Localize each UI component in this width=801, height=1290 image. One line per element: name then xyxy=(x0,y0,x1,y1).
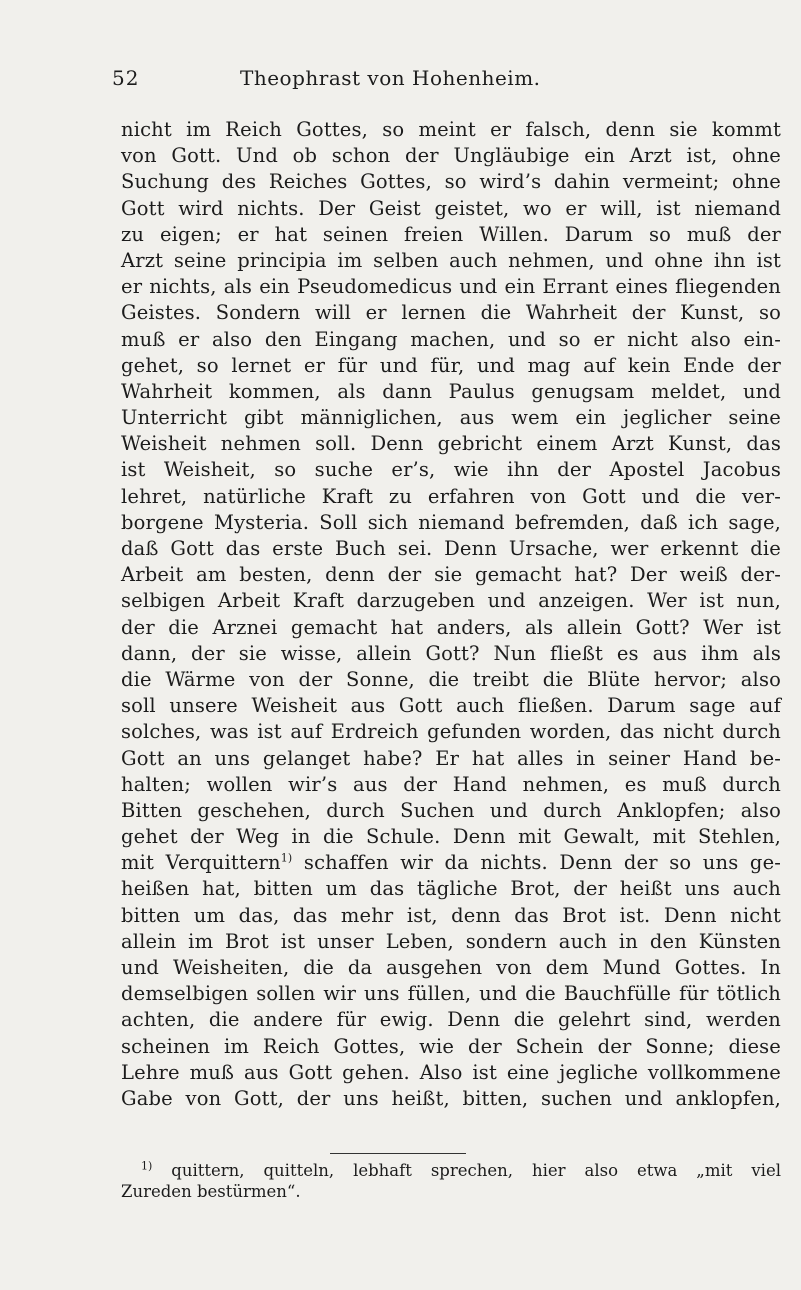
text-line: er nichts, als ein Pseudomedicus und ein Errant eines fliegenden xyxy=(121,275,781,299)
text-line: demselbigen sollen wir uns füllen, und die Bauchfülle für tötlich xyxy=(121,982,781,1006)
footnote-text: quittern, quitteln, lebhaft sprechen, hier also etwa „mit viel xyxy=(171,1161,781,1180)
text-line: dann, der sie wisse, allein Gott? Nun fließt es aus ihm als xyxy=(121,641,781,665)
text-line: Gott wird nichts. Der Geist geistet, wo er will, ist niemand xyxy=(121,196,781,220)
text-line: Lehre muß aus Gott gehen. Also ist eine jegliche vollkommene xyxy=(121,1060,781,1084)
text-line: selbigen Arbeit Kraft darzugeben und anzeigen. Wer ist nun, xyxy=(121,589,781,613)
text-line: allein im Brot ist unser Leben, sondern auch in den Künsten xyxy=(121,929,781,953)
text-line: Weisheit nehmen soll. Denn gebricht einem Arzt Kunst, das xyxy=(121,432,781,456)
footnote-divider xyxy=(330,1153,466,1154)
text-line: Gabe von Gott, der uns heißt, bitten, suchen und anklopfen, xyxy=(121,1086,781,1110)
footnote-marker: 1) xyxy=(141,1159,153,1173)
text-line: muß er also den Eingang machen, und so er nicht also ein- xyxy=(121,327,781,351)
text-line: Unterricht gibt männiglichen, aus wem ein jeglicher seine xyxy=(121,406,781,430)
text-segment: schaffen wir da nichts. Denn der so uns ge- xyxy=(303,851,781,875)
text-line: heißen hat, bitten um das tägliche Brot, der heißt uns auch xyxy=(121,877,781,901)
text-line: Bitten geschehen, durch Suchen und durch Anklopfen; also xyxy=(121,798,781,822)
text-line: zu eigen; er hat seinen freien Willen. Darum so muß der xyxy=(121,222,781,246)
running-head: Theophrast von Hohenheim. xyxy=(240,66,541,90)
text-line: Arbeit am besten, denn der sie gemacht hat? Der weiß der- xyxy=(121,563,781,587)
text-line: achten, die andere für ewig. Denn die gelehrt sind, werden xyxy=(121,1008,781,1032)
text-line: nicht im Reich Gottes, so meint er falsch, denn sie kommt xyxy=(121,118,781,141)
text-line: gehet, so lernet er für und für, und mag auf kein Ende der xyxy=(121,353,781,377)
text-line: bitten um das, das mehr ist, denn das Brot ist. Denn nicht xyxy=(121,903,781,927)
text-line: Arzt seine principia im selben auch nehmen, und ohne ihn ist xyxy=(121,248,781,272)
body-text xyxy=(121,117,781,1112)
text-line: die Wärme von der Sonne, die treibt die Blüte hervor; also xyxy=(121,667,781,691)
text-line: Wahrheit kommen, als dann Paulus genugsam meldet, und xyxy=(121,379,781,403)
footnote-reference[interactable]: 1) xyxy=(280,851,293,865)
text-line: Geistes. Sondern will er lernen die Wahrheit der Kunst, so xyxy=(121,301,781,325)
text-line: und Weisheiten, die da ausgehen von dem Mund Gottes. In xyxy=(121,956,781,979)
text-line: gehet der Weg in die Schule. Denn mit Gewalt, mit Stehlen, xyxy=(121,825,781,849)
footnotes xyxy=(121,1160,781,1202)
text-segment: mit Verquittern xyxy=(121,851,281,875)
text-line: halten; wollen wir’s aus der Hand nehmen, es muß durch xyxy=(121,772,781,796)
text-line: Suchung des Reiches Gottes, so wird’s dahin vermeint; ohne xyxy=(121,170,781,194)
text-line: lehret, natürliche Kraft zu erfahren von Gott und die ver- xyxy=(121,484,781,508)
page-number: 52 xyxy=(112,66,140,90)
text-line: Gott an uns gelanget habe? Er hat alles in seiner Hand be- xyxy=(121,746,781,770)
text-line: der die Arznei gemacht hat anders, als allein Gott? Wer ist xyxy=(121,615,781,639)
text-line: von Gott. Und ob schon der Ungläubige ein Arzt ist, ohne xyxy=(121,144,781,168)
text-line: ist Weisheit, so suche er’s, wie ihn der Apostel Jacobus xyxy=(121,458,781,482)
text-line: daß Gott das erste Buch sei. Denn Ursache, wer erkennt die xyxy=(121,537,781,560)
text-line: solches, was ist auf Erdreich gefunden worden, das nicht durch xyxy=(121,720,781,744)
text-line: scheinen im Reich Gottes, wie der Schein der Sonne; diese xyxy=(121,1034,781,1058)
footnote-line xyxy=(121,1160,781,1181)
text-line-with-footnote xyxy=(121,850,781,876)
text-line: borgene Mysteria. Soll sich niemand befremden, daß ich sage, xyxy=(121,510,781,534)
text-line: soll unsere Weisheit aus Gott auch fließen. Darum sage auf xyxy=(121,694,781,718)
footnote-line: Zureden bestürmen“. xyxy=(121,1182,301,1201)
